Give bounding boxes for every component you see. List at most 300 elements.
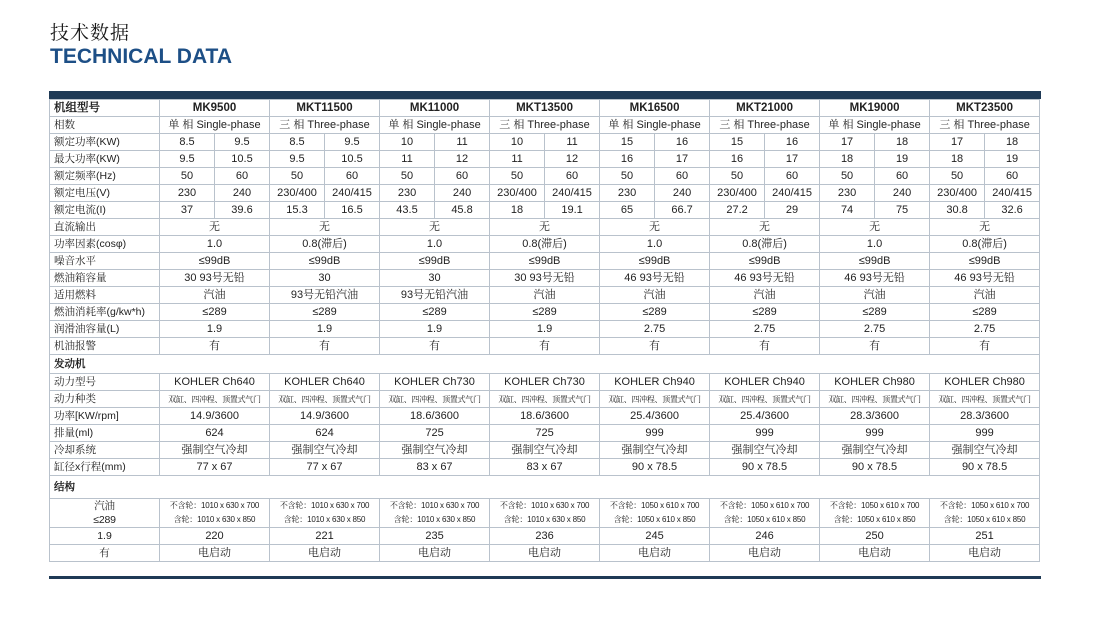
value-cell: 电启动 <box>490 545 600 562</box>
model-name: MKT11500 <box>270 100 380 117</box>
model-name: MK11000 <box>380 100 490 117</box>
value-cell: 11 <box>545 134 600 151</box>
value-cell: 60 <box>325 168 380 185</box>
value-cell: 18 <box>930 151 985 168</box>
value-cell: 汽油 <box>820 287 930 304</box>
phase-cell: 三 相 Three-phase <box>710 117 820 134</box>
dimension-cell <box>930 499 1040 528</box>
value-cell: 18 <box>875 134 930 151</box>
dimension-line: 不含轮：1010 x 630 x 700 <box>389 501 480 510</box>
value-cell: 60 <box>545 168 600 185</box>
value-cell: 双缸、四冲程、顶置式气门 <box>380 391 490 408</box>
model-name: MKT21000 <box>710 100 820 117</box>
value-cell: 11 <box>435 134 490 151</box>
value-cell: 强制空气冷却 <box>600 442 710 459</box>
value-cell: 双缸、四冲程、顶置式气门 <box>930 391 1040 408</box>
value-cell: 66.7 <box>655 202 710 219</box>
value-cell: 93号无铅汽油 <box>380 287 490 304</box>
phase-cell: 三 相 Three-phase <box>930 117 1040 134</box>
page-header <box>50 22 232 69</box>
value-cell: 90 x 78.5 <box>710 459 820 476</box>
phase-cell: 三 相 Three-phase <box>490 117 600 134</box>
value-cell: 75 <box>875 202 930 219</box>
value-cell: 汽油 <box>710 287 820 304</box>
value-cell: 50 <box>490 168 545 185</box>
value-cell: 无 <box>270 219 380 236</box>
value-cell: 9.5 <box>270 151 325 168</box>
value-cell: 1.9 <box>490 321 600 338</box>
value-cell: 999 <box>710 425 820 442</box>
value-cell: 230 <box>160 185 215 202</box>
value-cell: 1.0 <box>600 236 710 253</box>
value-cell: 16.5 <box>325 202 380 219</box>
value-cell: 电启动 <box>160 545 270 562</box>
value-cell: 93号无铅汽油 <box>270 287 380 304</box>
row-label: 润滑油容量(L) <box>50 321 160 338</box>
row-label: 额定电压(V) <box>50 185 160 202</box>
value-cell: 电启动 <box>930 545 1040 562</box>
value-cell: 16 <box>600 151 655 168</box>
value-cell: 强制空气冷却 <box>710 442 820 459</box>
row-label: 有 <box>50 545 160 562</box>
value-cell: 50 <box>600 168 655 185</box>
value-cell: 2.75 <box>600 321 710 338</box>
model-name: MK19000 <box>820 100 930 117</box>
dimension-line: 含轮：1010 x 630 x 850 <box>173 515 256 524</box>
value-cell: 16 <box>710 151 765 168</box>
row-label: 缸径x行程(mm) <box>50 459 160 476</box>
value-cell: 999 <box>820 425 930 442</box>
value-cell: 汽油 <box>490 287 600 304</box>
value-cell: 无 <box>710 219 820 236</box>
value-cell: 240 <box>875 185 930 202</box>
spec-row <box>50 202 1040 219</box>
spec-row <box>50 134 1040 151</box>
spec-row <box>50 442 1040 459</box>
value-cell: 50 <box>270 168 325 185</box>
value-cell: 0.8(滞后) <box>710 236 820 253</box>
value-cell: 221 <box>270 528 380 545</box>
value-cell: 双缸、四冲程、顶置式气门 <box>710 391 820 408</box>
phase-cell: 单 相 Single-phase <box>380 117 490 134</box>
dimension-cell <box>490 499 600 528</box>
value-cell: 强制空气冷却 <box>160 442 270 459</box>
value-cell: ≤99dB <box>270 253 380 270</box>
dimension-line: 含轮：1010 x 630 x 850 <box>503 515 586 524</box>
value-cell: 90 x 78.5 <box>820 459 930 476</box>
dimension-line: 含轮：1050 x 610 x 850 <box>613 515 696 524</box>
value-cell: 60 <box>765 168 820 185</box>
value-cell: 有 <box>380 338 490 355</box>
value-cell: 有 <box>710 338 820 355</box>
value-cell: 17 <box>765 151 820 168</box>
value-cell: 强制空气冷却 <box>490 442 600 459</box>
value-cell: 235 <box>380 528 490 545</box>
value-cell: 30 <box>270 270 380 287</box>
spec-row <box>50 185 1040 202</box>
spec-row <box>50 168 1040 185</box>
value-cell: 230/400 <box>930 185 985 202</box>
value-cell: 2.75 <box>820 321 930 338</box>
value-cell: KOHLER Ch940 <box>600 374 710 391</box>
dimension-cell <box>820 499 930 528</box>
value-cell: 无 <box>600 219 710 236</box>
value-cell: 强制空气冷却 <box>380 442 490 459</box>
value-cell: 18 <box>490 202 545 219</box>
value-cell: 624 <box>160 425 270 442</box>
value-cell: 240/415 <box>765 185 820 202</box>
row-label: 相数 <box>50 117 160 134</box>
value-cell: KOHLER Ch980 <box>930 374 1040 391</box>
value-cell: 17 <box>930 134 985 151</box>
value-cell: 强制空气冷却 <box>930 442 1040 459</box>
value-cell: 77 x 67 <box>160 459 270 476</box>
value-cell: 电启动 <box>710 545 820 562</box>
value-cell: 240/415 <box>545 185 600 202</box>
value-cell: 双缸、四冲程、顶置式气门 <box>270 391 380 408</box>
value-cell: 45.8 <box>435 202 490 219</box>
value-cell: 83 x 67 <box>490 459 600 476</box>
spec-row <box>50 321 1040 338</box>
value-cell: 240 <box>435 185 490 202</box>
value-cell: 11 <box>380 151 435 168</box>
value-cell: 30 <box>380 270 490 287</box>
row-label: 1.9 <box>50 528 160 545</box>
dimension-line: 不含轮：1050 x 610 x 700 <box>939 501 1030 510</box>
value-cell: 17 <box>820 134 875 151</box>
value-cell: 12 <box>435 151 490 168</box>
spec-row <box>50 287 1040 304</box>
spec-row <box>50 219 1040 236</box>
value-cell: 30.8 <box>930 202 985 219</box>
value-cell: 2.75 <box>710 321 820 338</box>
start-row <box>50 545 1040 562</box>
value-cell: 230 <box>820 185 875 202</box>
value-cell: 强制空气冷却 <box>270 442 380 459</box>
spec-row <box>50 270 1040 287</box>
value-cell: ≤99dB <box>930 253 1040 270</box>
value-cell: 46 93号无铅 <box>930 270 1040 287</box>
value-cell: 无 <box>930 219 1040 236</box>
value-cell: 30 93号无铅 <box>490 270 600 287</box>
value-cell: 999 <box>930 425 1040 442</box>
row-label: 适用燃料 <box>50 287 160 304</box>
value-cell: 双缸、四冲程、顶置式气门 <box>820 391 930 408</box>
value-cell: 有 <box>600 338 710 355</box>
spec-row <box>50 338 1040 355</box>
value-cell: 83 x 67 <box>380 459 490 476</box>
value-cell: 251 <box>930 528 1040 545</box>
value-cell: 1.9 <box>160 321 270 338</box>
value-cell: 15 <box>600 134 655 151</box>
value-cell: ≤99dB <box>600 253 710 270</box>
dimension-line: 不含轮：1050 x 610 x 700 <box>719 501 810 510</box>
value-cell: 50 <box>710 168 765 185</box>
value-cell: KOHLER Ch640 <box>160 374 270 391</box>
row-label: 功率[KW/rpm] <box>50 408 160 425</box>
value-cell: 74 <box>820 202 875 219</box>
value-cell: 220 <box>160 528 270 545</box>
phase-cell: 单 相 Single-phase <box>600 117 710 134</box>
value-cell: 230/400 <box>270 185 325 202</box>
value-cell: 50 <box>820 168 875 185</box>
value-cell: 电启动 <box>820 545 930 562</box>
value-cell: 240 <box>215 185 270 202</box>
row-label: 动力种类 <box>50 391 160 408</box>
spec-row <box>50 459 1040 476</box>
value-cell: 46 93号无铅 <box>710 270 820 287</box>
title-chinese: 技术数据 <box>50 22 131 44</box>
value-cell: 汽油 <box>930 287 1040 304</box>
value-cell: 强制空气冷却 <box>820 442 930 459</box>
weight-row <box>50 528 1040 545</box>
spec-row <box>50 236 1040 253</box>
row-label: 排量(ml) <box>50 425 160 442</box>
value-cell: 10.5 <box>325 151 380 168</box>
technical-data-table <box>49 99 1040 562</box>
value-cell: 43.5 <box>380 202 435 219</box>
row-label: 最大功率(KW) <box>50 151 160 168</box>
value-cell: 240/415 <box>985 185 1040 202</box>
row-label: 额定功率(KW) <box>50 134 160 151</box>
dimension-line: 含轮：1050 x 610 x 850 <box>943 515 1026 524</box>
value-cell: 240 <box>655 185 710 202</box>
value-cell: 汽油 <box>600 287 710 304</box>
technical-data-table-frame <box>49 91 1041 579</box>
value-cell: ≤289 <box>380 304 490 321</box>
row-label: 额定电流(I) <box>50 202 160 219</box>
value-cell: 双缸、四冲程、顶置式气门 <box>160 391 270 408</box>
value-cell: 9.5 <box>215 134 270 151</box>
dimension-cell <box>600 499 710 528</box>
value-cell: 有 <box>270 338 380 355</box>
row-label-line: 汽油 <box>94 500 115 512</box>
dimension-line: 含轮：1010 x 630 x 850 <box>393 515 476 524</box>
dimension-line: 不含轮：1050 x 610 x 700 <box>609 501 700 510</box>
row-label-line: ≤289 <box>93 514 116 526</box>
phase-cell: 单 相 Single-phase <box>820 117 930 134</box>
value-cell: 10 <box>490 134 545 151</box>
value-cell: 65 <box>600 202 655 219</box>
value-cell: 46 93号无铅 <box>600 270 710 287</box>
row-label: 功率因素(cosφ) <box>50 236 160 253</box>
row-label: 燃油消耗率(g/kw*h) <box>50 304 160 321</box>
value-cell: 50 <box>380 168 435 185</box>
model-name: MK16500 <box>600 100 710 117</box>
value-cell: 230 <box>380 185 435 202</box>
row-label: 噪音水平 <box>50 253 160 270</box>
value-cell: 无 <box>160 219 270 236</box>
row-label: 冷却系统 <box>50 442 160 459</box>
value-cell: 有 <box>820 338 930 355</box>
value-cell: 11 <box>490 151 545 168</box>
phase-cell: 三 相 Three-phase <box>270 117 380 134</box>
value-cell: 32.6 <box>985 202 1040 219</box>
model-name: MKT13500 <box>490 100 600 117</box>
value-cell: 电启动 <box>380 545 490 562</box>
spec-row <box>50 374 1040 391</box>
value-cell: ≤289 <box>710 304 820 321</box>
value-cell: 10 <box>380 134 435 151</box>
value-cell: 1.0 <box>820 236 930 253</box>
value-cell: 624 <box>270 425 380 442</box>
row-label: 动力型号 <box>50 374 160 391</box>
value-cell: 1.9 <box>270 321 380 338</box>
value-cell: 2.75 <box>930 321 1040 338</box>
value-cell: 30 93号无铅 <box>160 270 270 287</box>
value-cell: KOHLER Ch730 <box>380 374 490 391</box>
value-cell: 29 <box>765 202 820 219</box>
value-cell: 1.0 <box>160 236 270 253</box>
value-cell: 27.2 <box>710 202 765 219</box>
value-cell: 90 x 78.5 <box>600 459 710 476</box>
row-label: 直流输出 <box>50 219 160 236</box>
value-cell: 0.8(滞后) <box>270 236 380 253</box>
value-cell: 19 <box>985 151 1040 168</box>
value-cell: 37 <box>160 202 215 219</box>
value-cell: 77 x 67 <box>270 459 380 476</box>
value-cell: 236 <box>490 528 600 545</box>
value-cell: 1.0 <box>380 236 490 253</box>
value-cell: 60 <box>875 168 930 185</box>
value-cell: 50 <box>160 168 215 185</box>
value-cell: ≤289 <box>820 304 930 321</box>
value-cell: 汽油 <box>160 287 270 304</box>
value-cell: 240/415 <box>325 185 380 202</box>
row-label: 额定频率(Hz) <box>50 168 160 185</box>
value-cell: 25.4/3600 <box>600 408 710 425</box>
dimension-line: 不含轮：1010 x 630 x 700 <box>169 501 260 510</box>
value-cell: 16 <box>765 134 820 151</box>
dimension-line: 不含轮：1010 x 630 x 700 <box>279 501 370 510</box>
dimension-line: 不含轮：1050 x 610 x 700 <box>829 501 920 510</box>
value-cell: 15 <box>710 134 765 151</box>
section-title: 发动机 <box>50 355 1040 374</box>
phase-row <box>50 117 1040 134</box>
spec-row <box>50 408 1040 425</box>
value-cell: 1.9 <box>380 321 490 338</box>
value-cell: 725 <box>380 425 490 442</box>
dimensions-row <box>50 499 1040 528</box>
value-cell: 有 <box>160 338 270 355</box>
value-cell: 230/400 <box>490 185 545 202</box>
value-cell: ≤289 <box>160 304 270 321</box>
row-label: 机油报警 <box>50 338 160 355</box>
dimension-cell <box>380 499 490 528</box>
value-cell: ≤289 <box>930 304 1040 321</box>
value-cell: 18 <box>820 151 875 168</box>
value-cell: 60 <box>985 168 1040 185</box>
title-english: TECHNICAL DATA <box>50 45 232 68</box>
value-cell: ≤289 <box>600 304 710 321</box>
value-cell: 8.5 <box>270 134 325 151</box>
value-cell: 双缸、四冲程、顶置式气门 <box>600 391 710 408</box>
section-structure <box>50 476 1040 499</box>
section-engine <box>50 355 1040 374</box>
value-cell: 14.9/3600 <box>270 408 380 425</box>
value-cell: 有 <box>490 338 600 355</box>
row-label: 机组型号 <box>50 100 160 117</box>
value-cell: 39.6 <box>215 202 270 219</box>
value-cell: 无 <box>380 219 490 236</box>
value-cell: 60 <box>435 168 490 185</box>
value-cell: KOHLER Ch640 <box>270 374 380 391</box>
value-cell: 25.4/3600 <box>710 408 820 425</box>
value-cell: 9.5 <box>325 134 380 151</box>
value-cell: 无 <box>490 219 600 236</box>
value-cell: 999 <box>600 425 710 442</box>
value-cell: 12 <box>545 151 600 168</box>
value-cell: 246 <box>710 528 820 545</box>
value-cell: 725 <box>490 425 600 442</box>
value-cell: 17 <box>655 151 710 168</box>
value-cell: 60 <box>655 168 710 185</box>
value-cell: 电启动 <box>270 545 380 562</box>
value-cell: 28.3/3600 <box>820 408 930 425</box>
model-name: MKT23500 <box>930 100 1040 117</box>
dimension-line: 含轮：1050 x 610 x 850 <box>723 515 806 524</box>
model-row <box>50 100 1040 117</box>
value-cell: 16 <box>655 134 710 151</box>
value-cell: 60 <box>215 168 270 185</box>
row-label <box>50 499 160 528</box>
value-cell: 19 <box>875 151 930 168</box>
value-cell: 250 <box>820 528 930 545</box>
value-cell: 0.8(滞后) <box>490 236 600 253</box>
value-cell: 双缸、四冲程、顶置式气门 <box>490 391 600 408</box>
value-cell: ≤289 <box>490 304 600 321</box>
spec-row <box>50 253 1040 270</box>
dimension-cell <box>710 499 820 528</box>
value-cell: 9.5 <box>160 151 215 168</box>
value-cell: 14.9/3600 <box>160 408 270 425</box>
value-cell: 10.5 <box>215 151 270 168</box>
model-name: MK9500 <box>160 100 270 117</box>
value-cell: 90 x 78.5 <box>930 459 1040 476</box>
dimension-cell <box>160 499 270 528</box>
row-label: 燃油箱容量 <box>50 270 160 287</box>
value-cell: 28.3/3600 <box>930 408 1040 425</box>
value-cell: 电启动 <box>600 545 710 562</box>
value-cell: 有 <box>930 338 1040 355</box>
value-cell: 0.8(滞后) <box>930 236 1040 253</box>
section-title: 结构 <box>50 476 1040 499</box>
value-cell: 230/400 <box>710 185 765 202</box>
value-cell: KOHLER Ch980 <box>820 374 930 391</box>
value-cell: 18 <box>985 134 1040 151</box>
value-cell: ≤289 <box>270 304 380 321</box>
value-cell: 230 <box>600 185 655 202</box>
value-cell: ≤99dB <box>820 253 930 270</box>
dimension-cell <box>270 499 380 528</box>
value-cell: KOHLER Ch730 <box>490 374 600 391</box>
value-cell: ≤99dB <box>380 253 490 270</box>
value-cell: 18.6/3600 <box>490 408 600 425</box>
value-cell: 15.3 <box>270 202 325 219</box>
spec-row <box>50 151 1040 168</box>
spec-row <box>50 391 1040 408</box>
dimension-line: 含轮：1010 x 630 x 850 <box>283 515 366 524</box>
spec-row <box>50 425 1040 442</box>
dimension-line: 含轮：1050 x 610 x 850 <box>833 515 916 524</box>
value-cell: ≤99dB <box>490 253 600 270</box>
dimension-line: 不含轮：1010 x 630 x 700 <box>499 501 590 510</box>
value-cell: KOHLER Ch940 <box>710 374 820 391</box>
value-cell: ≤99dB <box>710 253 820 270</box>
value-cell: 50 <box>930 168 985 185</box>
value-cell: 46 93号无铅 <box>820 270 930 287</box>
spec-row <box>50 304 1040 321</box>
